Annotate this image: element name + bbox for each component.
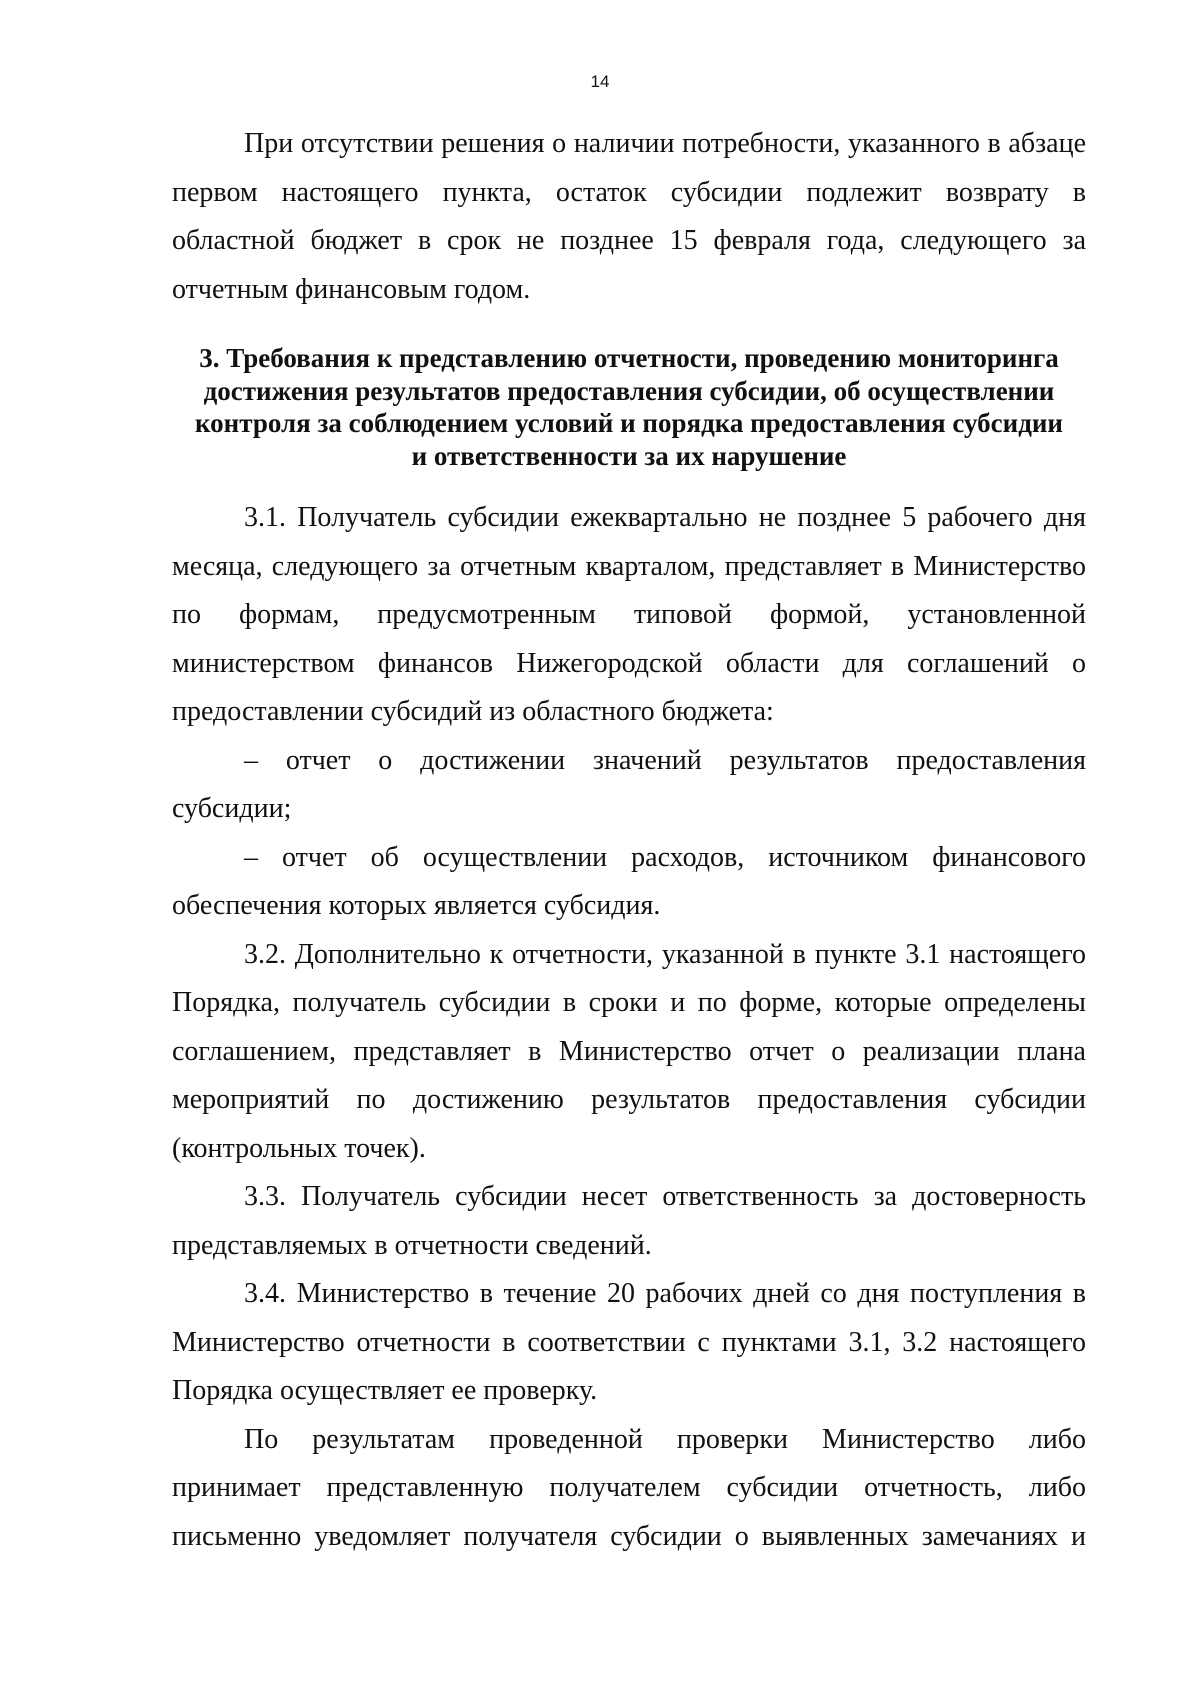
list-item-report-expenses: – отчет об осуществлении расходов, источником финансового обеспечения которых является субсидия. (172, 841, 1086, 921)
page-number: 14 (590, 72, 610, 91)
paragraph-check-results: По результатам проведенной проверки Министерство либо принимает представленную получателем субсидии отчетность, либо письменно уведомляет получателя субсидии о выявленных замечаниях и (172, 1423, 1086, 1552)
paragraph-3-2: 3.2. Дополнительно к отчетности, указанной в пункте 3.1 настоящего Порядка, получатель субсидии в сроки и по форме, которые определены соглашением, представляет в Министерство отчет о реализации плана мероприятий по достижению результатов предоставления субсидии (контрольных точек). (172, 938, 1086, 1164)
document-body (172, 120, 1086, 1561)
heading-line: 3. Требования к представлению отчетности, проведению мониторинга (199, 343, 1059, 373)
heading-line: контроля за соблюдением условий и порядка предоставления субсидии (194, 408, 1063, 438)
section-3-heading (172, 342, 1086, 472)
paragraph-return-of-subsidy: При отсутствии решения о наличии потребности, указанного в абзаце первом настоящего пункта, остаток субсидии подлежит возврату в областной бюджет в срок не позднее 15 февраля года, следующего за отчетным финансовым годом. (172, 128, 1086, 305)
heading-line: достижения результатов предоставления субсидии, об осуществлении (203, 375, 1055, 406)
list-item-report-results: – отчет о достижении значений результатов предоставления субсидии; (172, 744, 1086, 824)
paragraph-3-4: 3.4. Министерство в течение 20 рабочих дней со дня поступления в Министерство отчетности в соответствии с пунктами 3.1, 3.2 настоящего Порядка осуществляет ее проверку. (172, 1278, 1086, 1406)
paragraph-3-1: 3.1. Получатель субсидии ежеквартально не позднее 5 рабочего дня месяца, следующего за отчетным кварталом, представляет в Министерство по формам, предусмотренным типовой формой, установленной министерством финансов Нижегородской области для соглашений о предоставлении субсидий из областного бюджета: (172, 502, 1086, 727)
paragraph-3-3: 3.3. Получатель субсидии несет ответственность за достоверность представляемых в отчетности сведений. (172, 1181, 1086, 1261)
heading-line: и ответственности за их нарушение (411, 440, 847, 471)
